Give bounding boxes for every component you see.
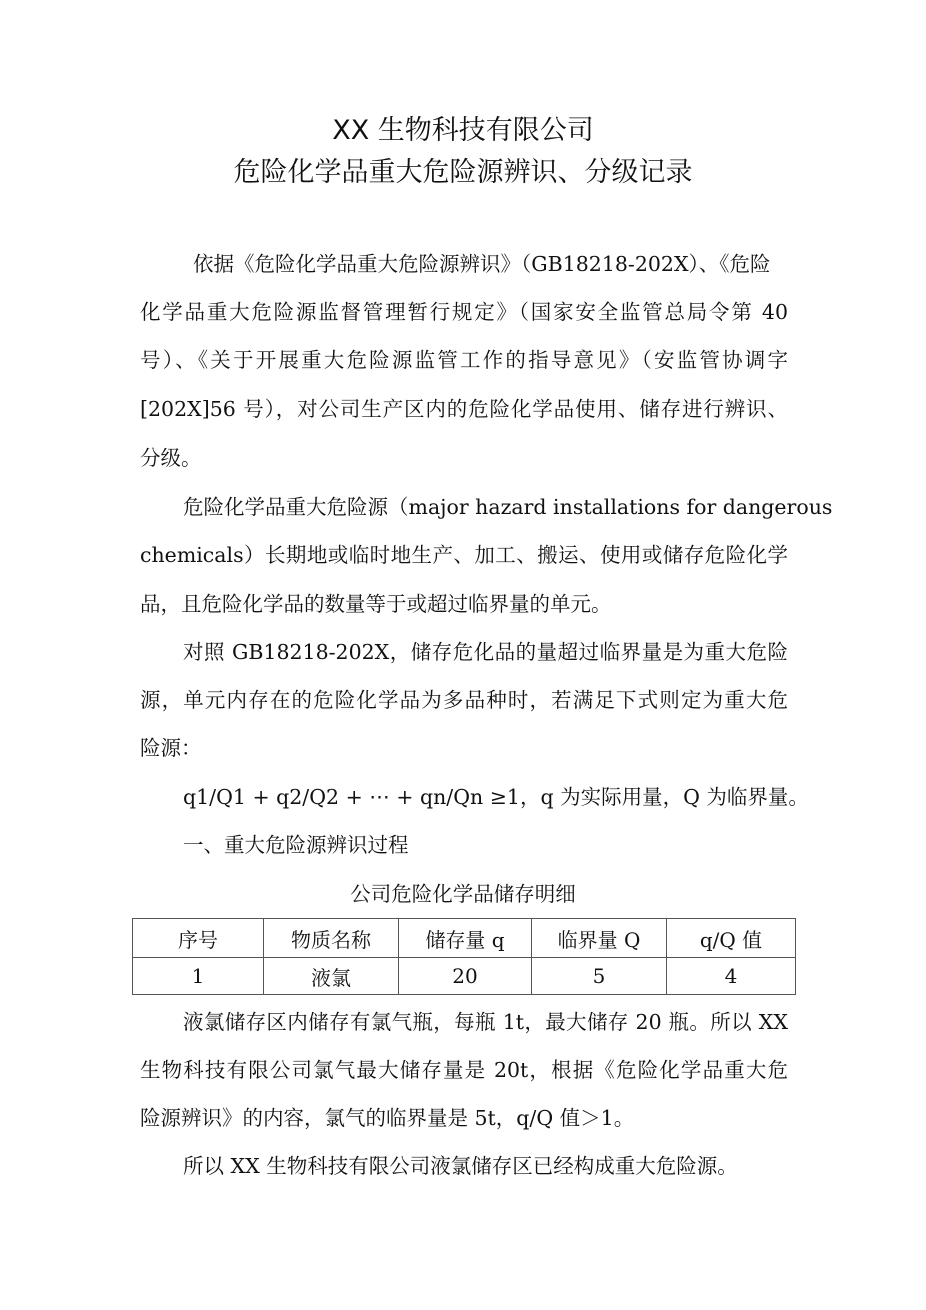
text-line: 号）、《关于开展重大危险源监管工作的指导意见》（安监管协调字 xyxy=(140,348,788,372)
record-title: 危险化学品重大危险源辨识、分级记录 xyxy=(233,157,693,188)
text-line: 险源辨识》的内容，氯气的临界量是 5t，q/Q 值＞1。 xyxy=(140,1106,635,1130)
table-cell: 20 xyxy=(399,958,532,995)
column-header: 储存量 q xyxy=(399,919,532,958)
text-line: 源，单元内存在的危险化学品为多品种时，若满足下式则定为重大危 xyxy=(140,688,788,712)
storage-table xyxy=(132,918,796,995)
table-cell: 液氯 xyxy=(264,958,399,995)
table-header-row xyxy=(133,919,796,958)
text-line: 所以 XX 生物科技有限公司液氯储存区已经构成重大危险源。 xyxy=(183,1154,738,1178)
text-line: 生物科技有限公司氯气最大储存量是 20t，根据《危险化学品重大危 xyxy=(140,1058,788,1082)
text-line: 化学品重大危险源监督管理暂行规定》（国家安全监管总局令第 40 xyxy=(140,300,788,324)
table-cell: 4 xyxy=(667,958,796,995)
section-heading: 一、重大危险源辨识过程 xyxy=(183,833,409,857)
text-line: 依据《危险化学品重大危险源辨识》（GB18218-202X）、《危险 xyxy=(193,252,771,276)
text-line: 液氯储存区内储存有氯气瓶，每瓶 1t，最大储存 20 瓶。所以 XX xyxy=(183,1010,788,1034)
table-cell: 1 xyxy=(133,958,264,995)
text-line: 分级。 xyxy=(140,446,202,470)
text-line: 险源： xyxy=(140,736,202,760)
text-line: 危险化学品重大危险源（major hazard installations for dangerous xyxy=(183,495,833,519)
column-header: q/Q 值 xyxy=(667,919,796,958)
text-line: 品，且危险化学品的数量等于或超过临界量的单元。 xyxy=(140,592,612,616)
column-header: 序号 xyxy=(133,919,264,958)
formula-line: q1/Q1 + q2/Q2 + ⋯ + qn/Qn ≥1，q 为实际用量，Q 为临界量。 xyxy=(183,785,809,809)
company-title: XX 生物科技有限公司 xyxy=(332,115,594,146)
text-line: 对照 GB18218-202X，储存危化品的量超过临界量是为重大危险 xyxy=(183,640,788,664)
column-header: 临界量 Q xyxy=(532,919,667,958)
table-cell: 5 xyxy=(532,958,667,995)
column-header: 物质名称 xyxy=(264,919,399,958)
table-caption: 公司危险化学品储存明细 xyxy=(350,882,576,906)
table-row xyxy=(133,958,796,995)
text-line: [202X]56 号），对公司生产区内的危险化学品使用、储存进行辨识、 xyxy=(140,397,788,421)
text-line: chemicals）长期地或临时地生产、加工、搬运、使用或储存危险化学 xyxy=(140,543,788,567)
